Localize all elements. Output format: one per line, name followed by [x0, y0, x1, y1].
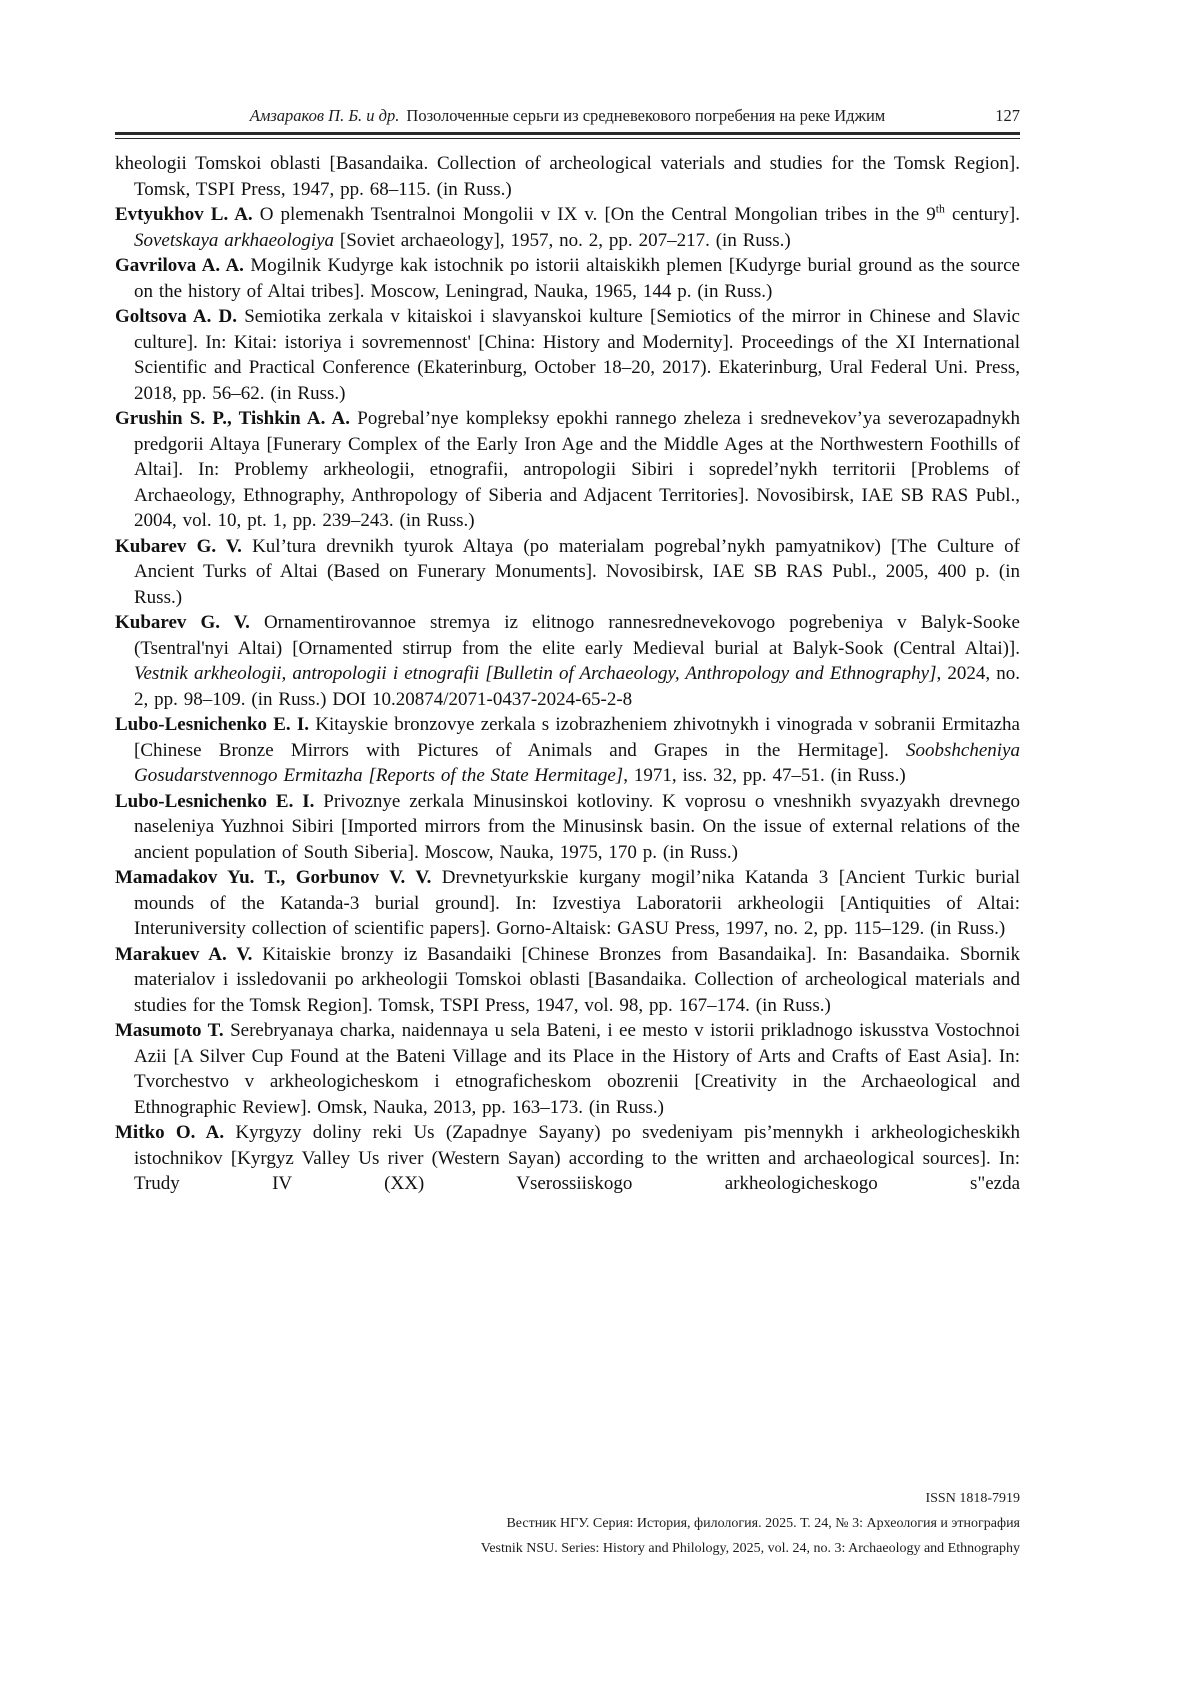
reference-text-segment: Masumoto T.: [115, 1020, 231, 1041]
reference-text-segment: Ornamentirovannoe stremya iz elitnogo rannesrednevekovogo pogrebeniya v Balyk-Sooke (Tsentral'nyi Altai) [Ornamented stirrup from the elite early Medieval burial at Balyk-Sook (Central Altai)].: [134, 612, 1020, 659]
reference-text-segment: Soobshcheniya Gosudarstvennogo Ermitazha [Reports of the State Hermitage]: [134, 739, 1020, 786]
footer-journal-ru: Вестник НГУ. Серия: История, филология. 2025. Т. 24, № 3: Археология и этнография: [506, 1516, 1020, 1531]
reference-text-segment: Grushin S. P., Tishkin A. A.: [115, 408, 358, 429]
reference-entry: [115, 610, 1020, 712]
reference-text-segment: Semiotika zerkala v kitaiskoi i slavyanskoi kulture [Semiotics of the mirror in Chinese and Slavic culture]. In: Kitai: istoriya i sovremennost' [China: History and Modernity]. Proceedings of the XI International Scientific and Practical Conference (Ekaterinburg, October 18–20, 2017). Ekaterinburg, Ural Federal Uni. Press, 2018, pp. 56–62. (in Russ.): [134, 306, 1020, 404]
reference-entry: [115, 202, 1020, 253]
reference-text-segment: , 2024, no. 2, pp. 98–109. (in Russ.) DOI 10.20874/2071-0437-2024-65-2-8: [134, 663, 1021, 710]
reference-text-segment: Vestnik arkheologii, antropologii i etnografii [Bulletin of Archaeology, Anthropology and Ethnography]: [134, 663, 937, 684]
header-rule: [115, 132, 1020, 139]
footer-journal-en: Vestnik NSU. Series: History and Philology, 2025, vol. 24, no. 3: Archaeology and Ethnography: [480, 1541, 1020, 1556]
reference-text-segment: Kul’tura drevnikh tyurok Altaya (po materialam pogrebal’nykh pamyatnikov) [The Culture of Ancient Turks of Altai (Based on Funerary Monuments]. Novosibirsk, IAE SB RAS Publ., 2005, 400 p. (in Russ.): [134, 535, 1020, 608]
reference-text-segment: Pogrebal’nye kompleksy epokhi rannego zheleza i srednevekov’ya severozapadnykh predgorii Altaya [Funerary Complex of the Early Iron Age and the Middle Ages at the Northwestern Foothills of Altai]. In: Problemy arkheologii, etnografii, antropologii Sibiri i sopredel’nykh territorii [Problems of Archaeology, Ethnography, Anthropology of Siberia and Adjacent Territories]. Novosibirsk, IAE SB RAS Publ., 2004, vol. 10, pt. 1, pp. 239–243. (in Russ.): [134, 408, 1020, 531]
reference-text-segment: Serebryanaya charka, naidennaya u sela Bateni, i ee mesto v istorii prikladnogo iskusstva Vostochnoi Azii [A Silver Cup Found at the Bateni Village and its Place in the History of Arts and Crafts of East Asia]. In: Tvorchestvo v arkheologicheskom i etnograficheskom obozrenii [Creativity in the Archaeological and Ethnographic Review]. Omsk, Nauka, 2013, pp. 163–173. (in Russ.): [134, 1020, 1020, 1118]
reference-text-segment: Mitko O. A.: [115, 1122, 236, 1143]
reference-text-segment: Gavrilova A. A.: [115, 255, 251, 276]
reference-text-segment: th: [935, 202, 945, 216]
reference-text-segment: Lubo-Lesnichenko E. I.: [115, 790, 324, 812]
reference-text-segment: Evtyukhov L. A.: [115, 204, 260, 225]
reference-text-segment: Kyrgyzy doliny reki Us (Zapadnye Sayany) po svedeniyam pis’mennykh i arkheologicheskikh istochnikov [Kyrgyz Valley Us river (Western Sayan) according to the written and archaeological sources]. In: Trudy IV (XX) Vserossiiskogo arkheologicheskogo s"ezda: [134, 1122, 1020, 1194]
reference-text-segment: , 1971, iss. 32, pp. 47–51. (in Russ.): [623, 765, 906, 786]
reference-entry: [115, 942, 1020, 1019]
reference-entry: [115, 406, 1020, 534]
reference-text-segment: Kitayskie bronzovye zerkala s izobrazheniem zhivotnykh i vinograda v sobranii Ermitazha [Chinese Bronze Mirrors with Pictures of Animals and Grapes in the Hermitage].: [134, 714, 1020, 761]
reference-entry: [115, 712, 1020, 789]
reference-entry: [115, 304, 1020, 406]
reference-text-segment: Goltsova A. D.: [115, 306, 245, 327]
running-head: [115, 105, 1020, 127]
reference-entry: [115, 534, 1020, 611]
reference-text-segment: kheologii Tomskoi oblasti [Basandaika. Collection of archeological vaterials and studies for the Tomsk Region]. Tomsk, TSPI Press, 1947, pp. 68–115. (in Russ.): [115, 153, 1020, 200]
reference-text-segment: Sovetskaya arkhaeologiya: [134, 229, 335, 251]
reference-text-segment: Kubarev G. V.: [115, 612, 264, 633]
page-number: 127: [995, 106, 1020, 125]
reference-text-segment: Kitaiskie bronzy iz Basandaiki [Chinese Bronzes from Basandaika]. In: Basandaika. Sbornik materialov i issledovanii po arkheologii Tomskoi oblasti [Basandaika. Collection of archeological materials and studies for the Tomsk Region]. Tomsk, TSPI Press, 1947, vol. 98, pp. 167–174. (in Russ.): [134, 943, 1020, 1016]
reference-text-segment: Marakuev A. V.: [115, 943, 263, 965]
references-list: [115, 151, 1020, 1197]
reference-text-segment: Lubo-Lesnichenko E. I.: [115, 714, 316, 735]
running-head-authors: Амзараков П. Б. и др.: [249, 106, 400, 125]
footer-issn: ISSN 1818-7919: [925, 1491, 1020, 1506]
reference-text-segment: O plemenakh Tsentralnoi Mongolii v IX v. [On the Central Mongolian tribes in the 9: [259, 204, 936, 225]
reference-text-segment: Privoznye zerkala Minusinskoi kotloviny. K voprosu o vneshnikh svyazyakh drevnego naseleniya Yuzhnoi Sibiri [Imported mirrors from the Minusinsk basin. On the issue of external relations of the ancient population of South Siberia]. Moscow, Nauka, 1975, 170 p. (in Russ.): [134, 790, 1020, 863]
reference-entry: [115, 151, 1020, 202]
reference-text-segment: Kubarev G. V.: [115, 535, 253, 557]
running-head-title: Позолоченные серьги из средневекового погребения на реке Иджим: [406, 106, 886, 125]
reference-entry: [115, 865, 1020, 942]
reference-text-segment: Mogilnik Kudyrge kak istochnik po istorii altaiskikh plemen [Kudyrge burial ground as the source on the history of Altai tribes]. Moscow, Leningrad, Nauka, 1965, 144 p. (in Russ.): [134, 255, 1020, 302]
reference-entry: [115, 1018, 1020, 1120]
reference-text-segment: Mamadakov Yu. T., Gorbunov V. V.: [115, 867, 442, 888]
reference-text-segment: Drevnetyurkskie kurgany mogil’nika Katanda 3 [Ancient Turkic burial mounds of the Katanda-3 burial ground]. In: Izvestiya Laboratorii arkheologii [Antiquities of Altai: Interuniversity collection of scientific papers]. Gorno-Altaisk: GASU Press, 1997, no. 2, pp. 115–129. (in Russ.): [134, 867, 1020, 939]
reference-entry: [115, 1120, 1020, 1197]
reference-text-segment: century].: [944, 204, 1021, 225]
page-footer: [115, 1486, 1020, 1561]
reference-entry: [115, 789, 1020, 866]
reference-text-segment: [Soviet archaeology], 1957, no. 2, pp. 207–217. (in Russ.): [334, 229, 791, 251]
reference-entry: [115, 253, 1020, 304]
